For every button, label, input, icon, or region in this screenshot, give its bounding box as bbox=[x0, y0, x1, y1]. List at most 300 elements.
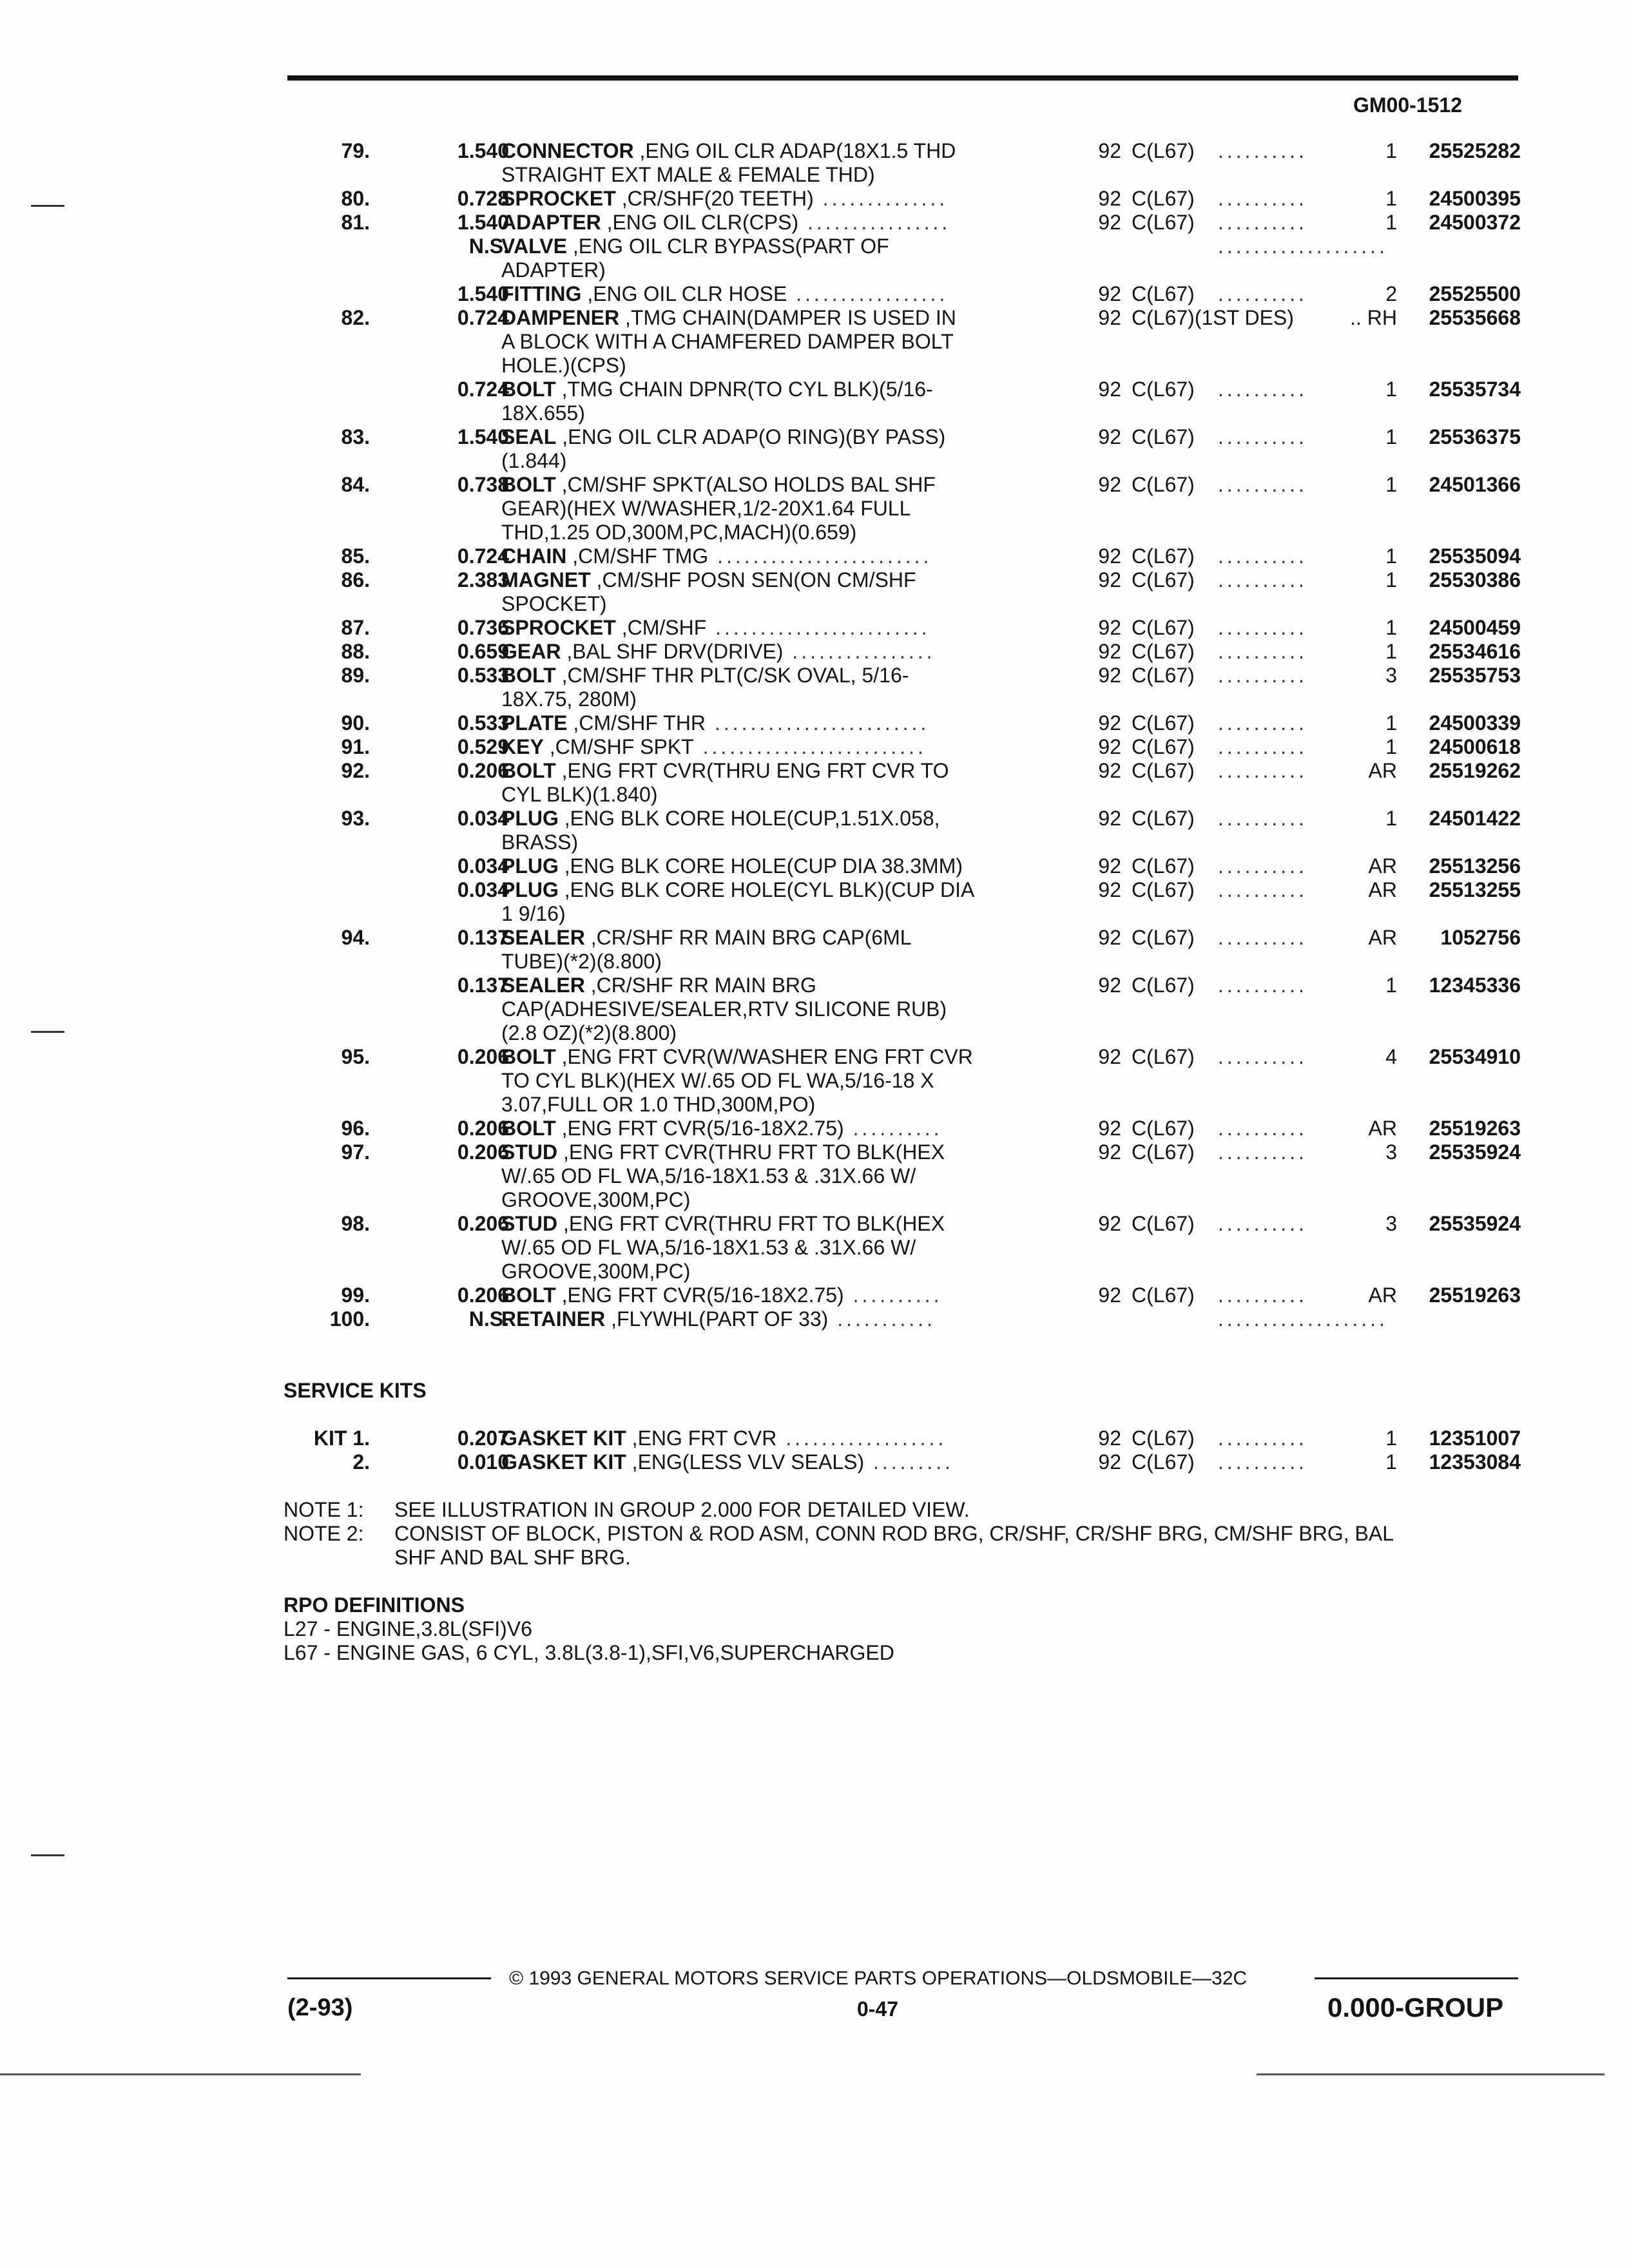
part-detail: 3.07,FULL OR 1.0 THD,300M,PO) bbox=[501, 1093, 816, 1116]
model-code: C(L67) bbox=[1132, 759, 1195, 782]
year: 92 bbox=[1098, 664, 1121, 687]
part-description bbox=[501, 831, 1307, 854]
ref-number: 83. bbox=[341, 425, 370, 448]
group-number: 0.206 bbox=[457, 1117, 509, 1140]
part-line bbox=[284, 616, 1521, 640]
part-detail: ,CR/SHF(20 TEETH) bbox=[615, 187, 814, 210]
part-line bbox=[284, 759, 1521, 783]
part-detail: BRASS) bbox=[501, 831, 579, 854]
part-number: 25519263 bbox=[1429, 1283, 1521, 1307]
part-detail: ,ENG FRT CVR(W/WASHER ENG FRT CVR bbox=[555, 1045, 973, 1068]
part-name: SEALER bbox=[501, 974, 585, 997]
part-line bbox=[284, 1117, 1521, 1140]
page-id: GM00-1512 bbox=[1353, 93, 1462, 117]
part-detail: ,TMG CHAIN DPNR(TO CYL BLK)(5/16- bbox=[555, 378, 933, 401]
leader-dots: .......... bbox=[1218, 425, 1307, 448]
part-line bbox=[284, 974, 1521, 997]
ref-number: 87. bbox=[341, 616, 370, 639]
group-number: 0.659 bbox=[457, 640, 509, 663]
model-code: C(L67) bbox=[1132, 282, 1195, 305]
part-line bbox=[284, 1188, 1521, 1212]
ref-number: 80. bbox=[341, 187, 370, 210]
hole-punch-mark bbox=[31, 1031, 64, 1033]
part-name: BOLT bbox=[501, 473, 556, 496]
group-number: 0.724 bbox=[457, 544, 509, 568]
ref-number: 85. bbox=[341, 544, 370, 568]
footer-date: (2-93) bbox=[287, 1994, 353, 2021]
quantity: 1 bbox=[1385, 544, 1397, 568]
leader-dots: .......... bbox=[1218, 807, 1307, 830]
year: 92 bbox=[1098, 974, 1121, 997]
spacer bbox=[284, 1403, 1521, 1427]
quantity: 1 bbox=[1385, 735, 1397, 758]
part-detail: ,CM/SHF SPKT bbox=[543, 735, 694, 758]
group-number: 2.383 bbox=[457, 568, 509, 591]
part-number: 1052756 bbox=[1440, 926, 1521, 949]
model-code: C(L67) bbox=[1132, 425, 1195, 448]
part-line bbox=[284, 1427, 1521, 1450]
part-number: 24500395 bbox=[1429, 187, 1521, 210]
part-line bbox=[284, 544, 1521, 568]
part-description bbox=[501, 1093, 1307, 1117]
part-description bbox=[501, 497, 1307, 521]
rpo-item: L67 - ENGINE GAS, 6 CYL, 3.8L(3.8-1),SFI,V6,SUPERCHARGED bbox=[284, 1641, 894, 1664]
leader-dots: ................ bbox=[783, 640, 936, 663]
part-detail: TO CYL BLK)(HEX W/.65 OD FL WA,5/16-18 X bbox=[501, 1069, 934, 1092]
year: 92 bbox=[1098, 759, 1121, 782]
part-line bbox=[284, 568, 1521, 592]
group-number: 0.207 bbox=[457, 1427, 509, 1450]
note-text: SHF AND BAL SHF BRG. bbox=[394, 1546, 631, 1569]
model-code: C(L67) bbox=[1132, 926, 1195, 949]
part-line bbox=[284, 1236, 1521, 1260]
part-description bbox=[501, 163, 1307, 187]
leader-dots: .............. bbox=[813, 187, 949, 210]
leader-dots: .......... bbox=[1218, 139, 1307, 162]
part-number: 24500372 bbox=[1429, 211, 1521, 234]
leader-dots: .......... bbox=[1218, 282, 1307, 305]
leader-dots: .......... bbox=[1218, 1427, 1307, 1450]
model-code: C(L67) bbox=[1132, 1117, 1195, 1140]
part-name: BOLT bbox=[501, 1283, 556, 1307]
ref-number: 91. bbox=[341, 735, 370, 758]
part-detail: 1 9/16) bbox=[501, 902, 566, 925]
scan-edge-line bbox=[1257, 2073, 1605, 2075]
group-number: N.S. bbox=[468, 235, 509, 258]
part-line bbox=[284, 831, 1521, 854]
part-name: SEALER bbox=[501, 926, 585, 949]
part-line bbox=[284, 1450, 1521, 1474]
year: 92 bbox=[1098, 306, 1121, 329]
part-line bbox=[284, 735, 1521, 759]
ref-number: 95. bbox=[341, 1045, 370, 1068]
group-number: 0.529 bbox=[457, 735, 509, 758]
leader-dots: ........................ bbox=[708, 544, 932, 568]
year: 92 bbox=[1098, 735, 1121, 758]
part-number: 24500618 bbox=[1429, 735, 1521, 758]
part-description bbox=[501, 449, 1307, 473]
part-number: 24500459 bbox=[1429, 616, 1521, 639]
part-line bbox=[284, 640, 1521, 664]
model-code: C(L67) bbox=[1132, 807, 1195, 830]
model-code: C(L67) bbox=[1132, 974, 1195, 997]
part-number: 24501366 bbox=[1429, 473, 1521, 496]
group-number: 0.034 bbox=[457, 807, 509, 830]
quantity: 4 bbox=[1385, 1045, 1397, 1068]
quantity: 1 bbox=[1385, 425, 1397, 448]
part-description bbox=[501, 401, 1307, 425]
part-name: BOLT bbox=[501, 664, 556, 687]
part-detail: 18X.75, 280M) bbox=[501, 687, 637, 711]
part-number: 12353084 bbox=[1429, 1450, 1521, 1474]
model-code: C(L67) bbox=[1132, 1427, 1195, 1450]
model-code: C(L67) bbox=[1132, 544, 1195, 568]
part-description bbox=[501, 235, 1307, 258]
leader-dots: ................. bbox=[787, 282, 949, 305]
note-label: NOTE 1: bbox=[284, 1498, 364, 1521]
part-line bbox=[284, 425, 1521, 449]
part-name: GEAR bbox=[501, 640, 561, 663]
part-number: 25535924 bbox=[1429, 1140, 1521, 1164]
year: 92 bbox=[1098, 1117, 1121, 1140]
part-detail: ,ENG(LESS VLV SEALS) bbox=[626, 1450, 865, 1474]
part-number: 25513256 bbox=[1429, 854, 1521, 878]
part-line bbox=[284, 1093, 1521, 1117]
group-number: 0.010 bbox=[457, 1450, 509, 1474]
leader-dots: .......... bbox=[1218, 711, 1307, 735]
ref-number: 92. bbox=[341, 759, 370, 782]
ref-number: 81. bbox=[341, 211, 370, 234]
hole-punch-mark bbox=[31, 1854, 64, 1856]
ref-number: 84. bbox=[341, 473, 370, 496]
quantity: 1 bbox=[1385, 473, 1397, 496]
part-detail: ,ENG FRT CVR bbox=[626, 1427, 777, 1450]
part-detail: (2.8 OZ)(*2)(8.800) bbox=[501, 1021, 677, 1044]
part-line bbox=[284, 187, 1521, 211]
part-description bbox=[501, 783, 1307, 807]
part-detail: ,CM/SHF SPKT(ALSO HOLDS BAL SHF bbox=[555, 473, 936, 496]
ref-number: 82. bbox=[341, 306, 370, 329]
part-line bbox=[284, 1307, 1521, 1331]
part-description bbox=[501, 1260, 1307, 1283]
year: 92 bbox=[1098, 1140, 1121, 1164]
year: 92 bbox=[1098, 807, 1121, 830]
part-name: BOLT bbox=[501, 1117, 556, 1140]
part-detail: ,CM/SHF POSN SEN(ON CM/SHF bbox=[590, 568, 916, 591]
quantity: AR bbox=[1368, 1117, 1397, 1140]
leader-dots: .......... bbox=[1218, 664, 1307, 687]
quantity: 2 bbox=[1385, 282, 1397, 305]
part-line bbox=[284, 1069, 1521, 1093]
leader-dots: .......... bbox=[1218, 211, 1307, 234]
year: 92 bbox=[1098, 473, 1121, 496]
part-detail: ,ENG OIL CLR ADAP(O RING)(BY PASS) bbox=[556, 425, 946, 448]
part-line bbox=[284, 282, 1521, 306]
model-code: C(L67) bbox=[1132, 187, 1195, 210]
part-number: 25525282 bbox=[1429, 139, 1521, 162]
year: 92 bbox=[1098, 1045, 1121, 1068]
leader-dots: .......... bbox=[1218, 616, 1307, 639]
rpo-definitions bbox=[284, 1593, 1521, 1665]
part-line bbox=[284, 1164, 1521, 1188]
copyright: © 1993 GENERAL MOTORS SERVICE PARTS OPERATIONS—OLDSMOBILE—32C bbox=[509, 1968, 1248, 1989]
part-detail: ,ENG BLK CORE HOLE(CUP,1.51X.058, bbox=[558, 807, 940, 830]
part-line bbox=[284, 1045, 1521, 1069]
year: 92 bbox=[1098, 211, 1121, 234]
year: 92 bbox=[1098, 187, 1121, 210]
group-number: 1.540 bbox=[457, 425, 509, 448]
part-description bbox=[501, 1069, 1307, 1093]
year: 92 bbox=[1098, 1283, 1121, 1307]
quantity: 1 bbox=[1385, 378, 1397, 401]
part-description bbox=[501, 1021, 1307, 1045]
model-code: C(L67) bbox=[1132, 568, 1195, 591]
service-kit-lines bbox=[284, 1427, 1521, 1474]
ref-number: 88. bbox=[341, 640, 370, 663]
part-detail: ,ENG OIL CLR HOSE bbox=[581, 282, 787, 305]
part-description bbox=[501, 1236, 1307, 1260]
leader-dots: ........... bbox=[828, 1307, 936, 1331]
ref-number: 79. bbox=[341, 139, 370, 162]
quantity: 3 bbox=[1385, 1212, 1397, 1235]
leader-dots: .......... bbox=[1218, 568, 1307, 591]
part-name: ADAPTER bbox=[501, 211, 601, 234]
part-name: VALVE bbox=[501, 235, 567, 258]
part-number: 25534616 bbox=[1429, 640, 1521, 663]
part-detail: ,CR/SHF RR MAIN BRG bbox=[584, 974, 816, 997]
part-line bbox=[284, 687, 1521, 711]
part-detail: GEAR)(HEX W/WASHER,1/2-20X1.64 FULL bbox=[501, 497, 911, 520]
quantity: 1 bbox=[1385, 139, 1397, 162]
model-code: C(L67) bbox=[1132, 1212, 1195, 1235]
part-line bbox=[284, 401, 1521, 425]
part-detail: HOLE.)(CPS) bbox=[501, 354, 626, 377]
part-name: GASKET KIT bbox=[501, 1450, 626, 1474]
ref-number: 96. bbox=[341, 1117, 370, 1140]
part-detail: ,ENG OIL CLR ADAP(18X1.5 THD bbox=[633, 139, 956, 162]
note-row bbox=[284, 1498, 1521, 1522]
model-code: C(L67) bbox=[1132, 878, 1195, 901]
spacer bbox=[284, 1355, 1521, 1379]
model-code: C(L67) bbox=[1132, 1140, 1195, 1164]
group-number: 1.540 bbox=[457, 211, 509, 234]
part-description bbox=[501, 1188, 1307, 1212]
group-number: 0.206 bbox=[457, 1283, 509, 1307]
ref-number: KIT 1. bbox=[313, 1427, 370, 1450]
model-code: C(L67) bbox=[1132, 139, 1195, 162]
group-label: 0.000-GROUP bbox=[1327, 1992, 1504, 2023]
leader-dots: .......... bbox=[1218, 1212, 1307, 1235]
year: 92 bbox=[1098, 544, 1121, 568]
part-number: 25535094 bbox=[1429, 544, 1521, 568]
part-line bbox=[284, 163, 1521, 187]
group-number: 0.137 bbox=[457, 926, 509, 949]
group-number: 0.034 bbox=[457, 878, 509, 901]
quantity: AR bbox=[1368, 854, 1397, 878]
leader-dots: ................ bbox=[798, 211, 951, 234]
ref-number: 94. bbox=[341, 926, 370, 949]
ref-number: 86. bbox=[341, 568, 370, 591]
leader-dots: .......... bbox=[1218, 544, 1307, 568]
group-number: 0.206 bbox=[457, 1212, 509, 1235]
year: 92 bbox=[1098, 568, 1121, 591]
footer-rule-right bbox=[1315, 1977, 1518, 1979]
ref-number: 98. bbox=[341, 1212, 370, 1235]
part-number: 24501422 bbox=[1429, 807, 1521, 830]
quantity: AR bbox=[1368, 878, 1397, 901]
part-detail: GROOVE,300M,PC) bbox=[501, 1188, 691, 1211]
part-line bbox=[284, 926, 1521, 950]
part-detail: ,CM/SHF THR bbox=[567, 711, 706, 735]
model-code: C(L67) bbox=[1132, 1283, 1195, 1307]
part-line bbox=[284, 1021, 1521, 1045]
part-number: 24500339 bbox=[1429, 711, 1521, 735]
leader-dots: .......... bbox=[843, 1283, 943, 1307]
quantity: AR bbox=[1368, 926, 1397, 949]
part-line bbox=[284, 664, 1521, 687]
part-name: BOLT bbox=[501, 378, 556, 401]
part-number: 25525500 bbox=[1429, 282, 1521, 305]
leader-dots: .......... bbox=[1218, 926, 1307, 949]
leader-dots: .......... bbox=[1218, 187, 1307, 210]
part-detail: CYL BLK)(1.840) bbox=[501, 783, 658, 806]
part-number: 25530386 bbox=[1429, 568, 1521, 591]
part-description bbox=[501, 592, 1307, 616]
spacer bbox=[284, 1474, 1521, 1498]
leader-dots: .......... bbox=[1218, 735, 1307, 758]
ref-number: 100. bbox=[329, 1307, 370, 1331]
part-description bbox=[501, 1307, 1307, 1331]
part-detail: ,ENG FRT CVR(5/16-18X2.75) bbox=[555, 1117, 844, 1140]
group-number: 0.533 bbox=[457, 664, 509, 687]
group-number: 1.540 bbox=[457, 282, 509, 305]
part-line bbox=[284, 497, 1521, 521]
part-description bbox=[501, 1164, 1307, 1188]
part-line bbox=[284, 1260, 1521, 1283]
ref-number: 2. bbox=[352, 1450, 370, 1474]
part-detail: STRAIGHT EXT MALE & FEMALE THD) bbox=[501, 163, 875, 186]
year: 92 bbox=[1098, 282, 1121, 305]
model-code: C(L67) bbox=[1132, 1450, 1195, 1474]
part-name: DAMPENER bbox=[501, 306, 620, 329]
part-name: SPROCKET bbox=[501, 187, 616, 210]
part-name: CHAIN bbox=[501, 544, 567, 568]
leader-dots: .......... bbox=[1218, 854, 1307, 878]
model-code: C(L67) bbox=[1132, 378, 1195, 401]
parts-list bbox=[284, 139, 1521, 1665]
part-line bbox=[284, 878, 1521, 902]
part-detail: W/.65 OD FL WA,5/16-18X1.53 & .31X.66 W/ bbox=[501, 1236, 916, 1259]
group-number: 0.034 bbox=[457, 854, 509, 878]
part-detail: CAP(ADHESIVE/SEALER,RTV SILICONE RUB) bbox=[501, 997, 947, 1021]
note-row bbox=[284, 1522, 1521, 1546]
year: 92 bbox=[1098, 711, 1121, 735]
part-name: PLUG bbox=[501, 854, 559, 878]
part-line bbox=[284, 330, 1521, 354]
part-line bbox=[284, 783, 1521, 807]
quantity: 1 bbox=[1385, 1450, 1397, 1474]
part-number: 25535734 bbox=[1429, 378, 1521, 401]
part-detail: ,FLYWHL(PART OF 33) bbox=[605, 1307, 829, 1331]
scan-edge-line bbox=[0, 2073, 361, 2075]
part-name: RETAINER bbox=[501, 1307, 606, 1331]
hole-punch-mark bbox=[31, 205, 64, 207]
leader-dots: .......... bbox=[1218, 759, 1307, 782]
part-number: 25519263 bbox=[1429, 1117, 1521, 1140]
part-detail: ,CM/SHF THR PLT(C/SK OVAL, 5/16- bbox=[555, 664, 909, 687]
part-detail: ,ENG FRT CVR(THRU ENG FRT CVR TO bbox=[555, 759, 949, 782]
part-detail: ,ENG FRT CVR(5/16-18X2.75) bbox=[555, 1283, 844, 1307]
part-name: CONNECTOR bbox=[501, 139, 634, 162]
group-number: 0.728 bbox=[457, 187, 509, 210]
part-line bbox=[284, 449, 1521, 473]
year: 92 bbox=[1098, 1450, 1121, 1474]
part-detail: ,ENG OIL CLR BYPASS(PART OF bbox=[566, 235, 889, 258]
part-name: MAGNET bbox=[501, 568, 591, 591]
part-name: KEY bbox=[501, 735, 544, 758]
group-number: 0.206 bbox=[457, 759, 509, 782]
part-detail: 18X.655) bbox=[501, 401, 585, 425]
group-number: 0.736 bbox=[457, 616, 509, 639]
quantity: 1 bbox=[1385, 640, 1397, 663]
model-code: C(L67) bbox=[1132, 664, 1195, 687]
year: 92 bbox=[1098, 616, 1121, 639]
year: 92 bbox=[1098, 640, 1121, 663]
notes bbox=[284, 1498, 1521, 1570]
note-row bbox=[284, 1546, 1521, 1570]
part-detail: ,CM/SHF TMG bbox=[566, 544, 709, 568]
part-line bbox=[284, 807, 1521, 831]
rpo-title: RPO DEFINITIONS bbox=[284, 1593, 465, 1617]
quantity: 1 bbox=[1385, 711, 1397, 735]
model-code: C(L67) bbox=[1132, 640, 1195, 663]
part-name: BOLT bbox=[501, 1045, 556, 1068]
footer-rule-left bbox=[287, 1977, 491, 1979]
part-detail: ,TMG CHAIN(DAMPER IS USED IN bbox=[619, 306, 956, 329]
part-number: 25513255 bbox=[1429, 878, 1521, 901]
model-code: C(L67) bbox=[1132, 616, 1195, 639]
part-detail: SPOCKET) bbox=[501, 592, 607, 615]
group-number: 0.738 bbox=[457, 473, 509, 496]
part-detail: ,ENG OIL CLR(CPS) bbox=[601, 211, 799, 234]
page-number: 0-47 bbox=[857, 1997, 899, 2021]
part-description bbox=[501, 687, 1307, 711]
group-number: 0.206 bbox=[457, 1045, 509, 1068]
model-code: C(L67) bbox=[1132, 211, 1195, 234]
part-name: PLUG bbox=[501, 878, 559, 901]
part-detail: W/.65 OD FL WA,5/16-18X1.53 & .31X.66 W/ bbox=[501, 1164, 916, 1187]
part-detail: ,ENG BLK CORE HOLE(CUP DIA 38.3MM) bbox=[558, 854, 963, 878]
part-line bbox=[284, 950, 1521, 974]
part-detail: A BLOCK WITH A CHAMFERED DAMPER BOLT bbox=[501, 330, 954, 353]
part-number: 25535753 bbox=[1429, 664, 1521, 687]
year: 92 bbox=[1098, 1212, 1121, 1235]
part-number: 25519262 bbox=[1429, 759, 1521, 782]
part-line bbox=[284, 902, 1521, 926]
model-code: C(L67) bbox=[1132, 711, 1195, 735]
spacer bbox=[284, 1331, 1521, 1355]
part-description bbox=[501, 997, 1307, 1021]
part-number: 12351007 bbox=[1429, 1427, 1521, 1450]
model-code: C(L67)(1ST DES) bbox=[1132, 306, 1294, 329]
leader-dots: ........................ bbox=[706, 616, 930, 639]
part-number: 25535924 bbox=[1429, 1212, 1521, 1235]
ref-number: 90. bbox=[341, 711, 370, 735]
note-label: NOTE 2: bbox=[284, 1522, 364, 1545]
part-number: 25536375 bbox=[1429, 425, 1521, 448]
group-number: 0.533 bbox=[457, 711, 509, 735]
part-description bbox=[501, 354, 1307, 378]
